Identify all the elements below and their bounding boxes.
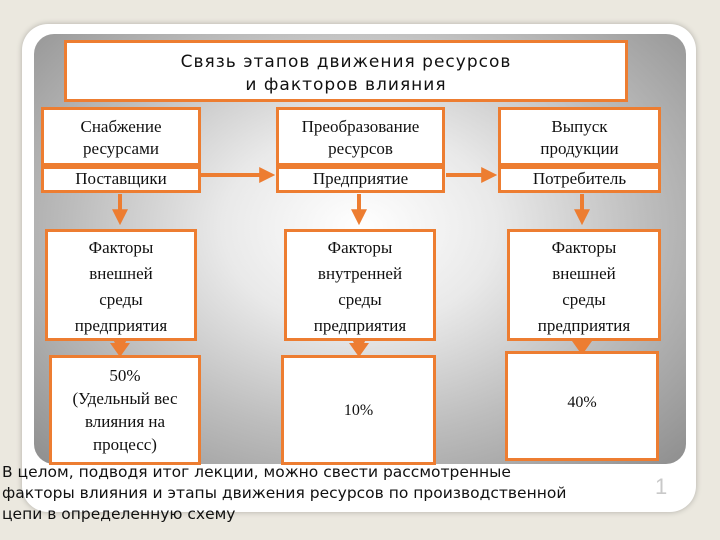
actor-label: Поставщики (75, 169, 167, 188)
factor-line: внутренней (317, 264, 403, 283)
percent-line: 50% (109, 366, 141, 385)
stage-label-line: Выпуск (551, 117, 608, 136)
actor-label: Потребитель (532, 169, 627, 188)
percent-line: (Удельный вес (72, 389, 178, 408)
percent-value: 40% (567, 393, 597, 411)
percent-value: 10% (343, 401, 374, 419)
stage-label-line: продукции (540, 139, 619, 158)
caption-line-1: В целом, подводя итог лекции, можно свести рассмотренные (2, 463, 511, 481)
factor-line: среды (99, 290, 143, 309)
title-line-1: Связь этапов движения ресурсов (180, 52, 512, 72)
factor-line: предприятия (74, 316, 168, 335)
percent-line: процесс) (93, 435, 157, 454)
factor-line: внешней (552, 264, 616, 283)
factor-line: предприятия (313, 316, 407, 335)
title-line-2: и факторов влияния (245, 75, 447, 95)
caption-line-3: цепи в определенную схему (2, 505, 236, 523)
stage-label-line: ресурсов (328, 139, 393, 158)
factor-line: Факторы (327, 238, 393, 257)
factor-line: среды (562, 290, 606, 309)
factor-line: среды (338, 290, 382, 309)
factor-line: внешней (89, 264, 153, 283)
percent-line: влияния на (84, 412, 166, 431)
factor-line: Факторы (88, 238, 154, 257)
factor-line: Факторы (551, 238, 617, 257)
percent-box-external-right (505, 351, 659, 461)
percent-box-external-left (49, 355, 201, 465)
factor-line: предприятия (537, 316, 631, 335)
stage-label-line: Снабжение (80, 117, 162, 136)
percent-box-internal (281, 355, 436, 465)
page-number: 1 (655, 474, 668, 499)
stage-label-line: Преобразование (301, 117, 420, 136)
caption-line-2: факторы влияния и этапы движения ресурсов по производственной (2, 484, 567, 502)
caption-text (2, 462, 718, 525)
stage-label-line: ресурсами (83, 139, 159, 158)
actor-label: Предприятие (312, 169, 409, 188)
